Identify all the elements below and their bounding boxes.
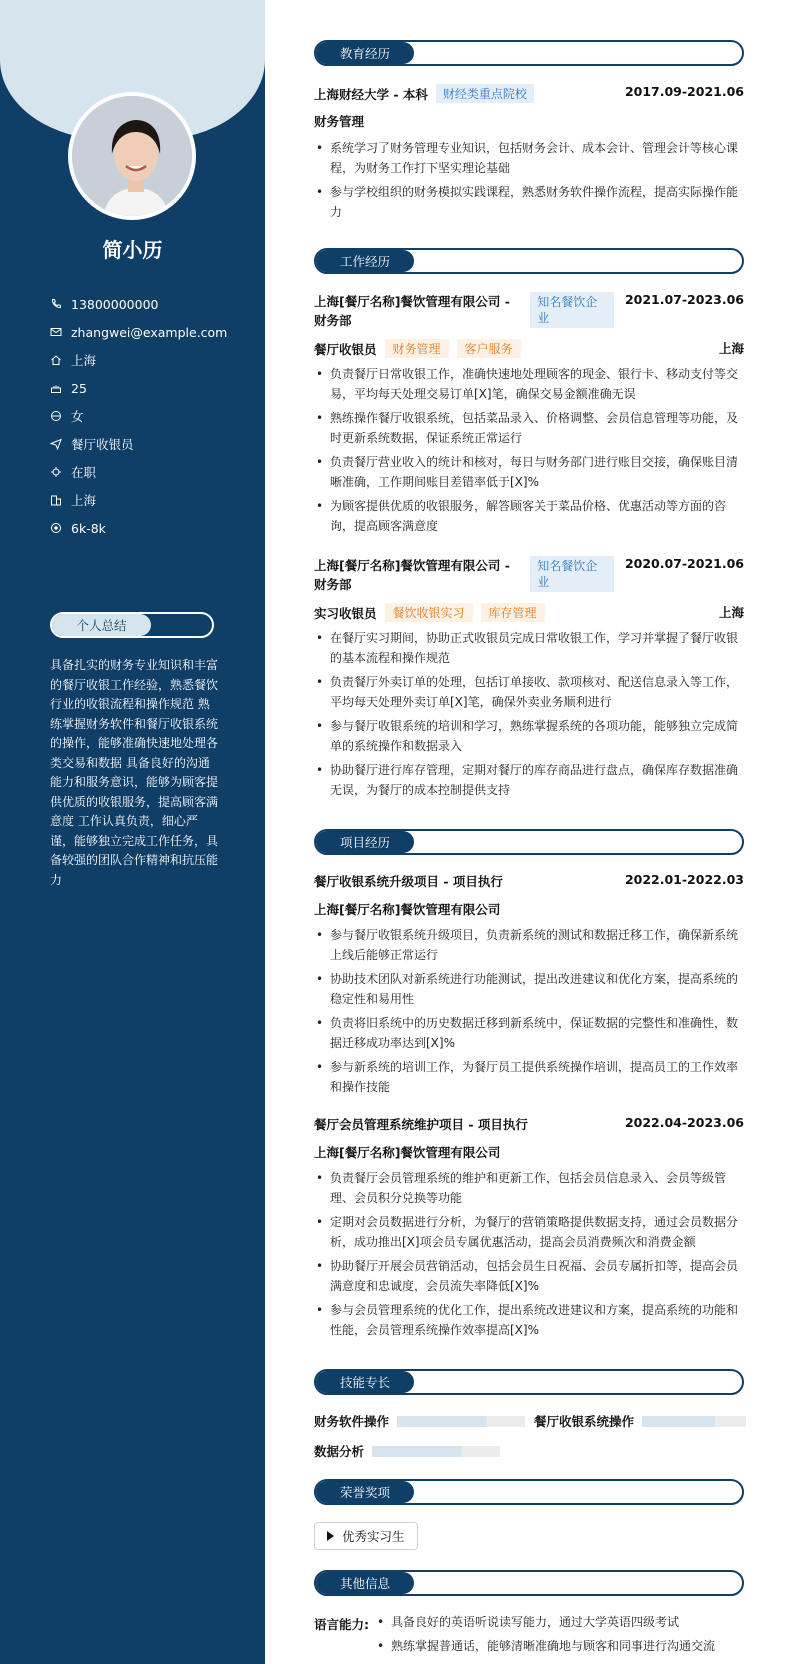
info-salary <box>50 514 227 542</box>
phone-text: 13800000000 <box>71 296 159 312</box>
work-1-bullets <box>314 364 744 540</box>
project-1-header-row <box>314 872 744 890</box>
work-1-role: 餐厅收银员 <box>314 341 377 357</box>
position-text: 餐厅收银员 <box>71 437 134 452</box>
work-section-header <box>314 248 744 274</box>
info-status <box>50 458 227 486</box>
info-gender <box>50 402 227 430</box>
skill-name: 财务软件操作 <box>314 1414 390 1429</box>
list-item: • 负责餐厅日常收银工作，准确快速地处理顾客的现金、银行卡、移动支付等交易，平均每天处理交易订单[X]笔，确保交易金额准确无误 <box>314 364 744 404</box>
salary-text: 6k-8k <box>71 520 106 536</box>
work-2-role: 实习收银员 <box>314 605 377 621</box>
list-item: • 参与新系统的培训工作，为餐厅员工提供系统操作培训，提高员工的工作效率和操作技能 <box>314 1057 744 1097</box>
phone-icon <box>50 298 62 310</box>
skill-name: 数据分析 <box>314 1444 365 1459</box>
summary-section-header <box>50 612 214 638</box>
email-text: zhangwei@example.com <box>71 324 228 340</box>
work-2-header-row <box>314 556 744 594</box>
age-text: 25 <box>71 380 87 396</box>
skill-item <box>314 1442 500 1460</box>
work-1-header-row <box>314 292 744 330</box>
sidebar <box>0 0 265 1664</box>
email-icon <box>50 326 62 338</box>
list-item: • 负责餐厅营业收入的统计和核对，每日与财务部门进行账目交接，确保账目清晰准确，工作期间账目差错率低于[X]% <box>314 452 744 492</box>
list-item: • 在餐厅实习期间，协助正式收银员完成日常收银工作，学习并掌握了餐厅收银的基本流程和操作规范 <box>314 628 744 668</box>
other-section-title: 其他信息 <box>316 1572 414 1594</box>
work-1-company: 上海[餐厅名称]餐饮管理有限公司 - 财务部 <box>314 294 510 328</box>
gender-icon <box>50 410 62 422</box>
list-item: • 负责将旧系统中的历史数据迁移到新系统中，保证数据的完整性和准确性，数据迁移成功率达到[X]% <box>314 1013 744 1053</box>
list-item: • 参与会员管理系统的优化工作，提出系统改进建议和方案，提高系统的功能和性能，会员管理系统操作效率提高[X]% <box>314 1300 744 1340</box>
gender-text: 女 <box>71 409 84 424</box>
project-1-title: 餐厅收银系统升级项目 - 项目执行 <box>314 874 503 889</box>
award-item[interactable] <box>314 1522 418 1550</box>
project-1-date: 2022.01-2022.03 <box>624 872 744 887</box>
work-1-date: 2021.07-2023.06 <box>624 292 744 307</box>
project-section-header <box>314 829 744 855</box>
project-2-bullets <box>314 1168 744 1344</box>
list-item: • 具备良好的英语听说读写能力，通过大学英语四级考试 <box>375 1612 715 1632</box>
city-text: 上海 <box>71 493 97 508</box>
work-2-city: 上海 <box>718 605 744 620</box>
info-email <box>50 318 227 346</box>
salary-icon <box>50 522 62 534</box>
work-1-skill-tag: 财务管理 <box>385 339 449 358</box>
project-section-title: 项目经历 <box>316 831 414 853</box>
education-section-header <box>314 40 744 66</box>
school-tag: 财经类重点院校 <box>436 84 534 103</box>
project-2-header-row <box>314 1115 744 1133</box>
award-label: 优秀实习生 <box>342 1529 405 1544</box>
awards-section-title: 荣誉奖项 <box>316 1481 414 1503</box>
skill-item <box>534 1412 746 1430</box>
status-icon <box>50 466 62 478</box>
work-section-title: 工作经历 <box>316 250 414 272</box>
project-1-bullets <box>314 925 744 1101</box>
awards-section-header <box>314 1479 744 1505</box>
city-icon <box>50 494 62 506</box>
work-1-tag: 知名餐饮企业 <box>530 292 614 328</box>
education-major: 财务管理 <box>314 114 365 129</box>
skill-level-bar <box>397 1416 525 1427</box>
skill-item <box>314 1412 525 1430</box>
list-item: • 参与学校组织的财务模拟实践课程，熟悉财务软件操作流程，提高实际操作能力 <box>314 182 744 222</box>
education-date: 2017.09-2021.06 <box>624 84 744 99</box>
list-item: • 负责餐厅外卖订单的处理，包括订单接收、款项核对、配送信息录入等工作，平均每天处理外卖订单[X]笔，确保外卖业务顺利进行 <box>314 672 744 712</box>
school-name: 上海财经大学 - 本科 <box>314 86 428 102</box>
list-item: • 协助技术团队对新系统进行功能测试，提出改进建议和优化方案，提高系统的稳定性和易用性 <box>314 969 744 1009</box>
home-icon <box>50 354 62 366</box>
work-1-skill-tag: 客户服务 <box>457 339 521 358</box>
candidate-name: 简小历 <box>102 238 163 262</box>
skill-level-bar <box>372 1446 500 1457</box>
work-1-city: 上海 <box>718 341 744 356</box>
list-item: • 系统学习了财务管理专业知识，包括财务会计、成本会计、管理会计等核心课程，为财务工作打下坚实理论基础 <box>314 138 744 178</box>
position-icon <box>50 438 62 450</box>
list-item: • 负责餐厅会员管理系统的维护和更新工作，包括会员信息录入、会员等级管理、会员积分兑换等功能 <box>314 1168 744 1208</box>
education-section-title: 教育经历 <box>316 42 414 64</box>
work-2-skill-tag: 餐饮收银实习 <box>385 603 473 622</box>
info-position <box>50 430 227 458</box>
location-text: 上海 <box>71 353 97 368</box>
other-section-header <box>314 1570 744 1596</box>
education-header-row <box>314 84 744 103</box>
contact-info-list <box>50 290 227 542</box>
skills-section-header <box>314 1369 744 1395</box>
info-city <box>50 486 227 514</box>
list-item: • 协助餐厅开展会员营销活动，包括会员生日祝福、会员专属折扣等，提高会员满意度和忠诚度，会员流失率降低[X]% <box>314 1256 744 1296</box>
play-icon <box>327 1531 334 1541</box>
project-1-company: 上海[餐厅名称]餐饮管理有限公司 <box>314 902 501 917</box>
work-2-tag: 知名餐饮企业 <box>530 556 614 592</box>
list-item: • 参与餐厅收银系统的培训和学习，熟练掌握系统的各项功能，能够独立完成简单的系统操作和数据录入 <box>314 716 744 756</box>
status-text: 在职 <box>71 465 97 480</box>
skill-level-bar <box>642 1416 746 1427</box>
info-age <box>50 374 227 402</box>
age-icon <box>50 382 62 394</box>
skills-section-title: 技能专长 <box>316 1371 414 1393</box>
summary-section-title: 个人总结 <box>52 614 151 636</box>
list-item: • 熟练掌握普通话，能够清晰准确地与顾客和同事进行沟通交流 <box>375 1636 715 1656</box>
avatar <box>68 92 196 220</box>
work-2-skill-tag: 库存管理 <box>481 603 545 622</box>
education-bullets <box>314 138 744 226</box>
list-item: • 熟练操作餐厅收银系统，包括菜品录入、价格调整、会员信息管理等功能，及时更新系统数据，保证系统正常运行 <box>314 408 744 448</box>
work-2-date: 2020.07-2021.06 <box>624 556 744 571</box>
skill-name: 餐厅收银系统操作 <box>534 1414 635 1429</box>
list-item: • 定期对会员数据进行分析，为餐厅的营销策略提供数据支持，通过会员数据分析，成功推出[X]项会员专属优惠活动，提高会员消费频次和消费金额 <box>314 1212 744 1252</box>
work-1-role-row <box>314 339 744 358</box>
project-2-company: 上海[餐厅名称]餐饮管理有限公司 <box>314 1145 501 1160</box>
work-2-bullets <box>314 628 744 804</box>
summary-text: 具备扎实的财务专业知识和丰富的餐厅收银工作经验，熟悉餐饮行业的收银流程和操作规范 熟练掌握财务软件和餐厅收银系统的操作，能够准确快速地处理各类交易和数据 具备良好的沟通能力和服务意识，能够为顾客提供优质的收银服务，提高顾客满意度 工作认真负责，细心严谨，能够独立完成工作任务，具备较强的团队合作精神和抗压能力 <box>50 658 219 887</box>
work-2-role-row <box>314 603 744 622</box>
work-2-company: 上海[餐厅名称]餐饮管理有限公司 - 财务部 <box>314 558 510 592</box>
project-2-date: 2022.04-2023.06 <box>624 1115 744 1130</box>
project-2-title: 餐厅会员管理系统维护项目 - 项目执行 <box>314 1117 528 1132</box>
list-item: • 为顾客提供优质的收银服务，解答顾客关于菜品价格、优惠活动等方面的咨询，提高顾客满意度 <box>314 496 744 536</box>
language-list <box>375 1612 715 1660</box>
language-label: 语言能力: <box>314 1617 369 1632</box>
info-location <box>50 346 227 374</box>
info-phone <box>50 290 227 318</box>
list-item: • 参与餐厅收银系统升级项目，负责新系统的测试和数据迁移工作，确保新系统上线后能够正常运行 <box>314 925 744 965</box>
list-item: • 协助餐厅进行库存管理，定期对餐厅的库存商品进行盘点，确保库存数据准确无误，为餐厅的成本控制提供支持 <box>314 760 744 800</box>
